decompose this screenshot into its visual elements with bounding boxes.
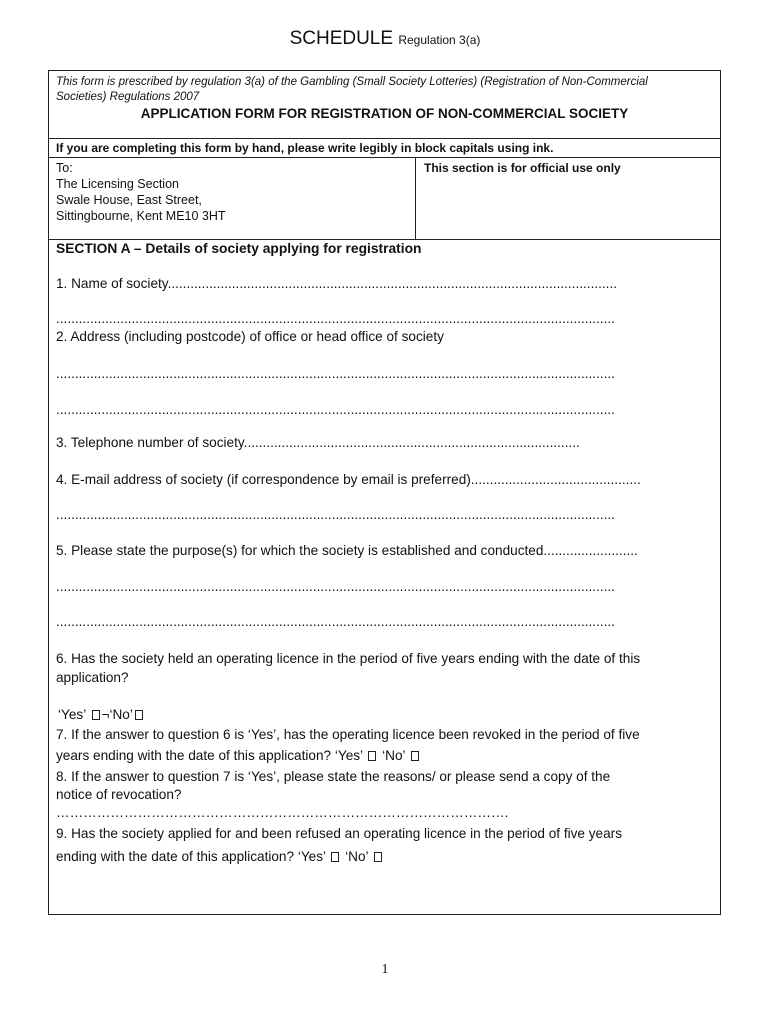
q3-telephone[interactable]: 3. Telephone number of society......................................................................................... xyxy=(56,435,580,450)
q7-yes-checkbox[interactable] xyxy=(368,751,376,761)
q8-answer-line[interactable]: ………………………………………………………………………………………. xyxy=(56,805,509,820)
address-line: The Licensing Section xyxy=(56,177,179,191)
section-a-heading: SECTION A – Details of society applying for registration xyxy=(56,241,422,256)
q9-line-2 xyxy=(56,847,384,866)
address-line: Sittingbourne, Kent ME10 3HT xyxy=(56,209,226,223)
q4-continuation-line[interactable]: .................................................................................................................................................... xyxy=(56,507,615,522)
q2-address: 2. Address (including postcode) of office or head office of society xyxy=(56,329,444,344)
q9-yes-checkbox[interactable] xyxy=(331,852,339,862)
page-title xyxy=(0,28,770,50)
q1-continuation-line[interactable]: .................................................................................................................................................... xyxy=(56,311,615,326)
q7-line-2 xyxy=(56,746,421,765)
q9-no-checkbox[interactable] xyxy=(374,852,382,862)
instruction-text: If you are completing this form by hand, please write legibly in block capitals using ink. xyxy=(56,141,554,155)
address-line: Swale House, East Street, xyxy=(56,193,202,207)
q1-name-of-society[interactable]: 1. Name of society....................................................................................................................... xyxy=(56,276,618,291)
q7-question: years ending with the date of this application? ‘Yes’ xyxy=(56,748,363,763)
form-frame xyxy=(48,70,721,915)
intro-line-1: This form is prescribed by regulation 3(a) of the Gambling (Small Society Lotteries) (Registration of Non-Commercial xyxy=(56,76,648,88)
q4-email[interactable]: 4. E-mail address of society (if correspondence by email is preferred)............................................. xyxy=(56,472,641,487)
divider xyxy=(49,138,720,139)
q5-answer-line[interactable]: .................................................................................................................................................... xyxy=(56,614,615,629)
q6-yes-label: ‘Yes’ xyxy=(58,707,86,722)
q9-no-label: ‘No’ xyxy=(345,849,369,864)
divider xyxy=(49,157,720,158)
q6-line-1: 6. Has the society held an operating licence in the period of five years ending with the date of this xyxy=(56,651,641,666)
q9-question: ending with the date of this application? ‘Yes’ xyxy=(56,849,326,864)
q8-line-1: 8. If the answer to question 7 is ‘Yes’, please state the reasons/ or please send a copy of the xyxy=(56,769,611,784)
q6-line-2: application? xyxy=(56,670,129,685)
q6-yes-checkbox[interactable] xyxy=(92,710,100,720)
q7-no-label: ‘No’ xyxy=(382,748,406,763)
q6-no-checkbox[interactable] xyxy=(135,710,143,720)
divider xyxy=(415,157,416,239)
divider xyxy=(49,239,720,240)
official-use-label: This section is for official use only xyxy=(424,161,621,175)
q5-purpose[interactable]: 5. Please state the purpose(s) for which the society is established and conducted......................... xyxy=(56,543,638,558)
q7-line-1: 7. If the answer to question 6 is ‘Yes’, has the operating licence been revoked in the period of five xyxy=(56,727,640,742)
regulation-reference: Regulation 3(a) xyxy=(398,33,481,47)
q5-answer-line[interactable]: .................................................................................................................................................... xyxy=(56,579,615,594)
q6-options xyxy=(58,705,145,724)
page-number: 1 xyxy=(381,962,389,977)
address-block xyxy=(56,160,226,224)
schedule-heading: SCHEDULE xyxy=(289,28,394,49)
q7-no-checkbox[interactable] xyxy=(411,751,419,761)
q6-no-label: ‘No’ xyxy=(109,707,133,722)
q6-separator: ¬ xyxy=(101,707,110,722)
address-line: To: xyxy=(56,161,73,175)
q2-answer-line[interactable]: .................................................................................................................................................... xyxy=(56,402,615,417)
q9-line-1: 9. Has the society applied for and been refused an operating licence in the period of five years xyxy=(56,826,623,841)
form-title: APPLICATION FORM FOR REGISTRATION OF NON-COMMERCIAL SOCIETY xyxy=(140,106,629,121)
intro-line-2: Societies) Regulations 2007 xyxy=(56,91,200,103)
q8-line-2: notice of revocation? xyxy=(56,787,182,802)
q2-answer-line[interactable]: .................................................................................................................................................... xyxy=(56,366,615,381)
